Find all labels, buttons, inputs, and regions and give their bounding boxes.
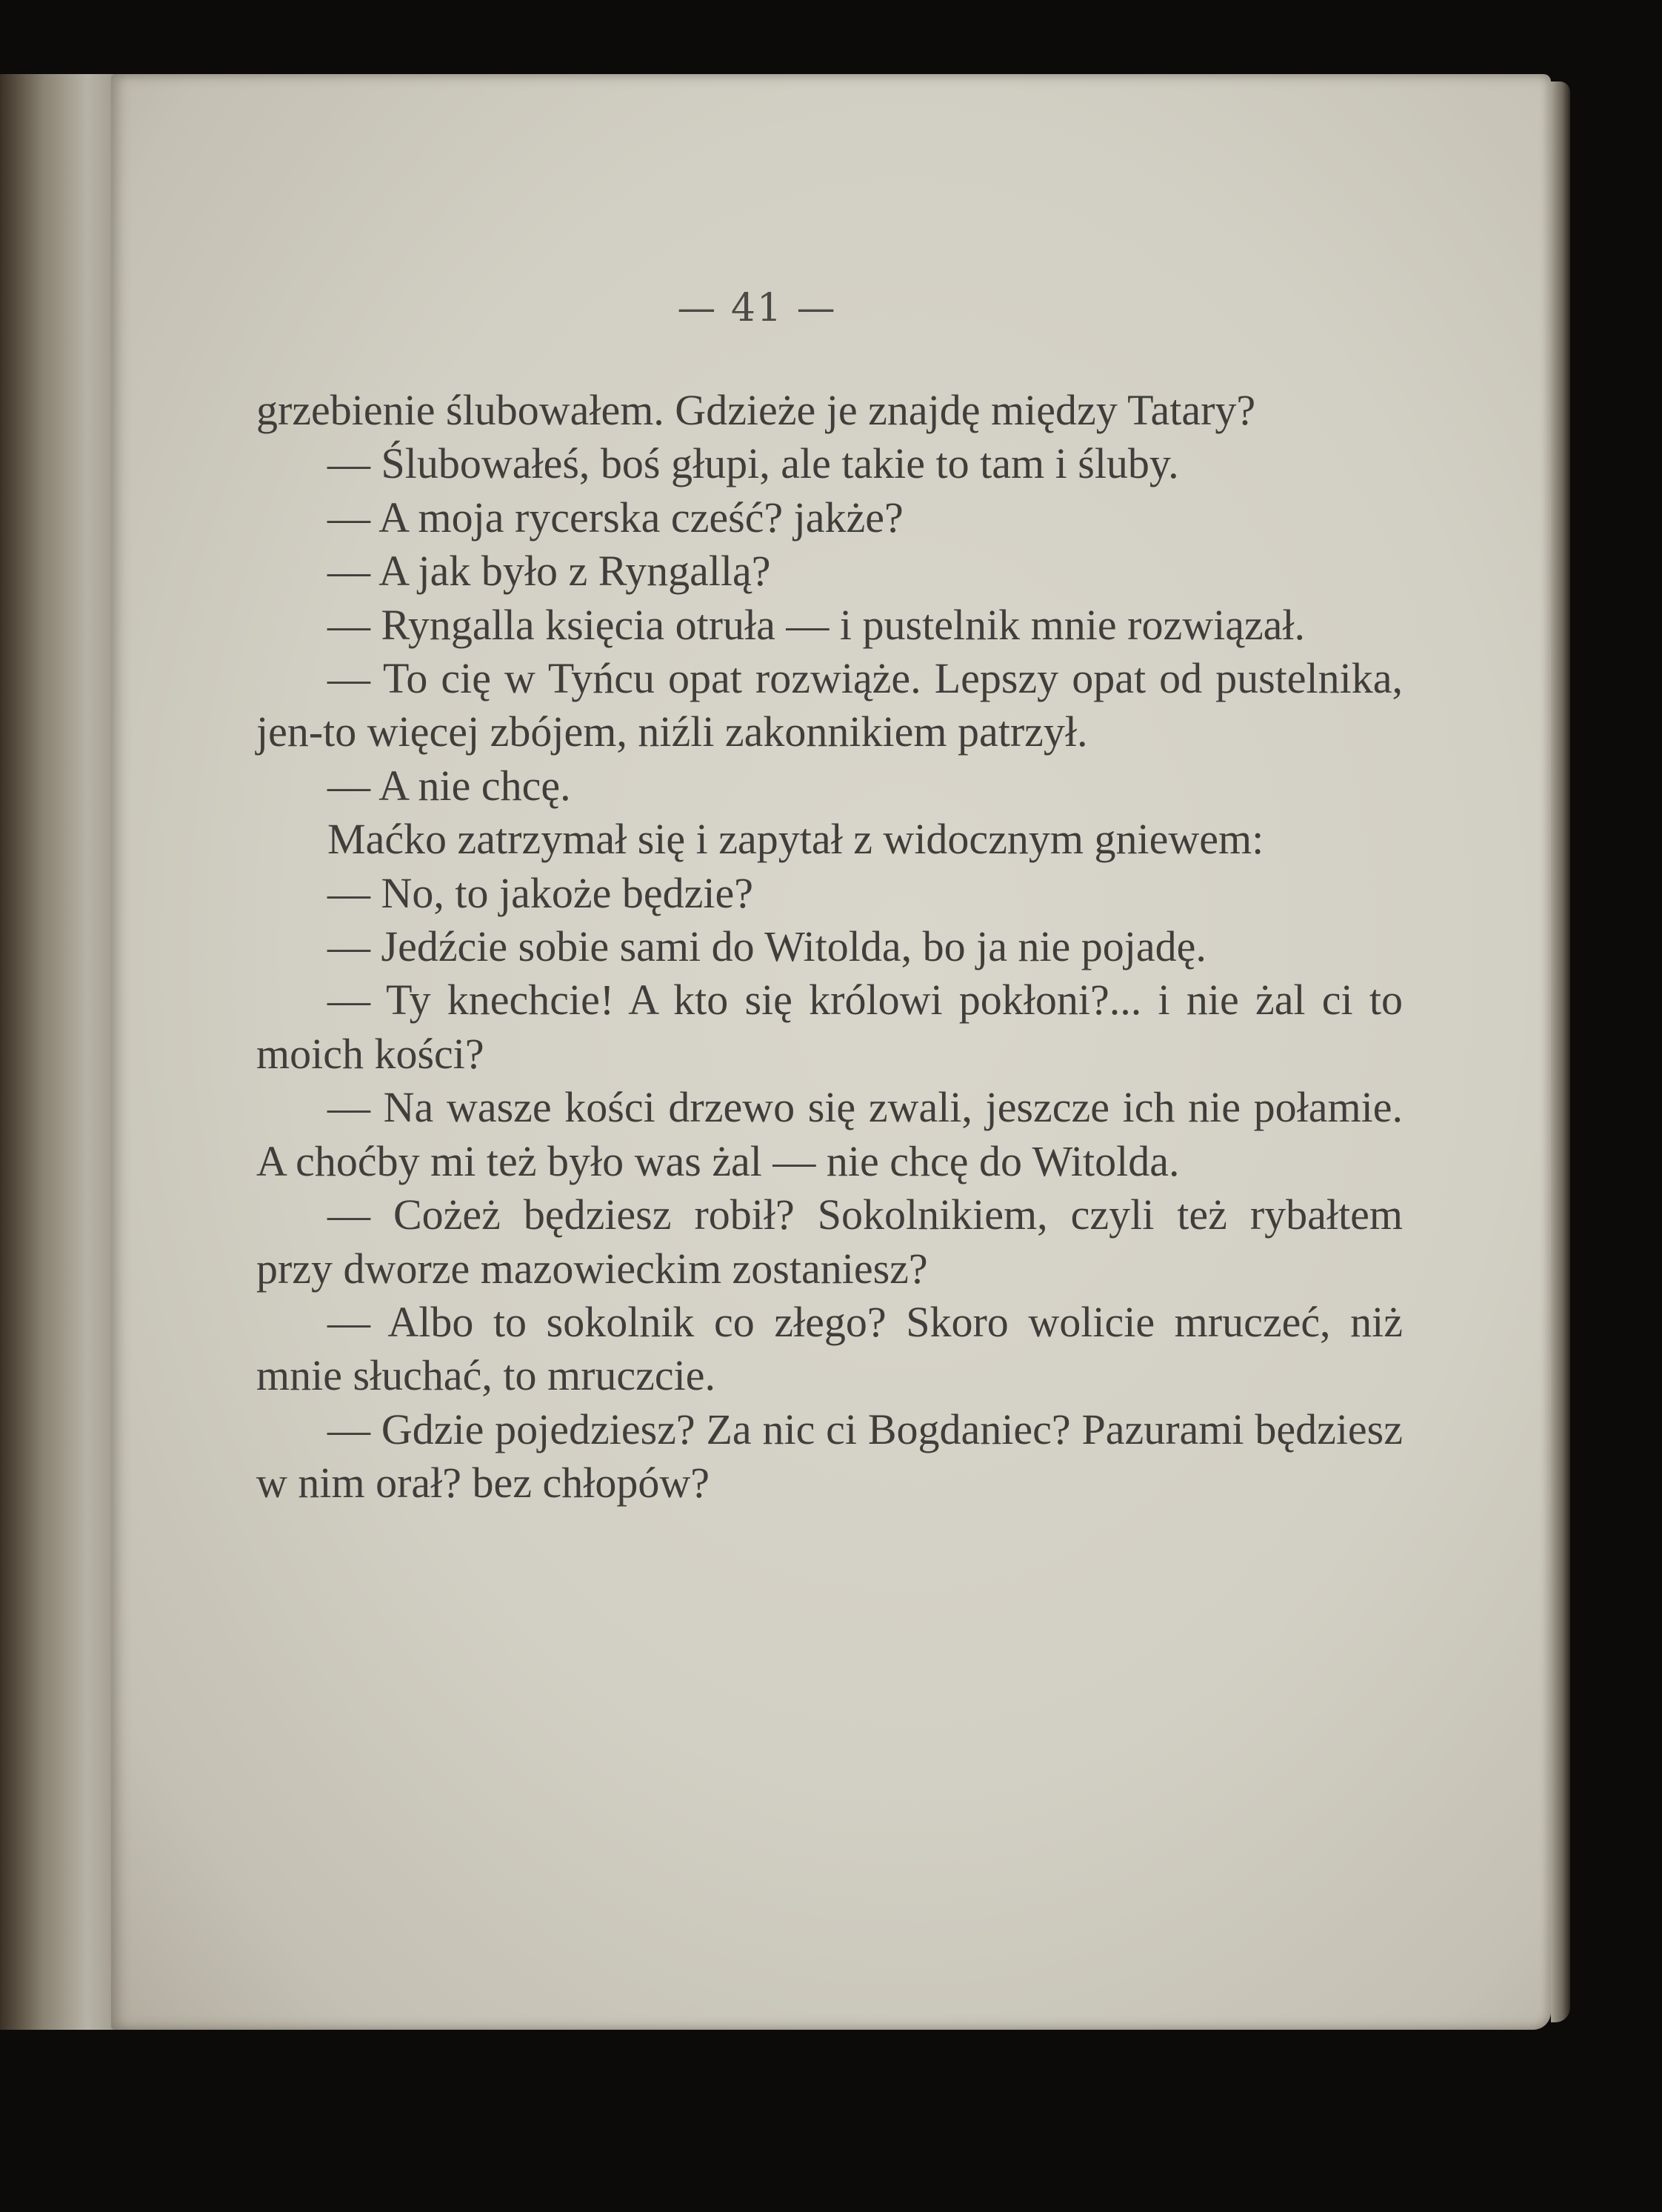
- book-page: [111, 74, 1551, 2030]
- page-number: — 41 —: [677, 286, 837, 330]
- previous-page-edge: [0, 74, 127, 2030]
- paragraph: — To cię w Tyńcu opat rozwiąże. Lepszy opat od pustelnika, jen-to więcej zbójem, niźli zakonnikiem patrzył.: [256, 654, 1403, 756]
- paragraph: — Ryngalla księcia otruła — i pustelnik mnie rozwiązał.: [327, 600, 1306, 649]
- paragraph: — Ślubowałeś, boś głupi, ale takie to tam i śluby.: [327, 439, 1179, 488]
- page-right-edge: [1551, 81, 1570, 2022]
- page-text: [256, 384, 1403, 1510]
- paragraph: — Na wasze kości drzewo się zwali, jeszcze ich nie połamie. A choćby mi też było was żal — nie chcę do Witolda.: [256, 1083, 1403, 1185]
- paragraph: — Cożeż będziesz robił? Sokolnikiem, czyli też rybałtem przy dworze mazowieckim zostaniesz?: [256, 1190, 1403, 1293]
- paragraph: — Gdzie pojedziesz? Za nic ci Bogdaniec? Pazurami będziesz w nim orał? bez chłopów?: [256, 1405, 1403, 1508]
- paragraph: — Albo to sokolnik co złego? Skoro wolicie mruczeć, niż mnie słuchać, to mruczcie.: [256, 1297, 1403, 1400]
- paragraph: — Ty knechcie! A kto się królowi pokłoni?... i nie żal ci to moich kości?: [256, 976, 1403, 1078]
- paragraph: — No, to jakoże będzie?: [327, 868, 753, 917]
- paragraph: — Jedźcie sobie sami do Witolda, bo ja nie pojadę.: [327, 922, 1207, 971]
- paragraph: grzebienie ślubowałem. Gdzieże je znajdę między Tatary?: [256, 386, 1256, 434]
- paragraph: Maćko zatrzymał się i zapytał z widocznym gniewem:: [327, 815, 1264, 864]
- paragraph: — A nie chcę.: [327, 761, 571, 810]
- paragraph: — A moja rycerska cześć? jakże?: [327, 493, 904, 542]
- paragraph: — A jak było z Ryngallą?: [327, 547, 771, 596]
